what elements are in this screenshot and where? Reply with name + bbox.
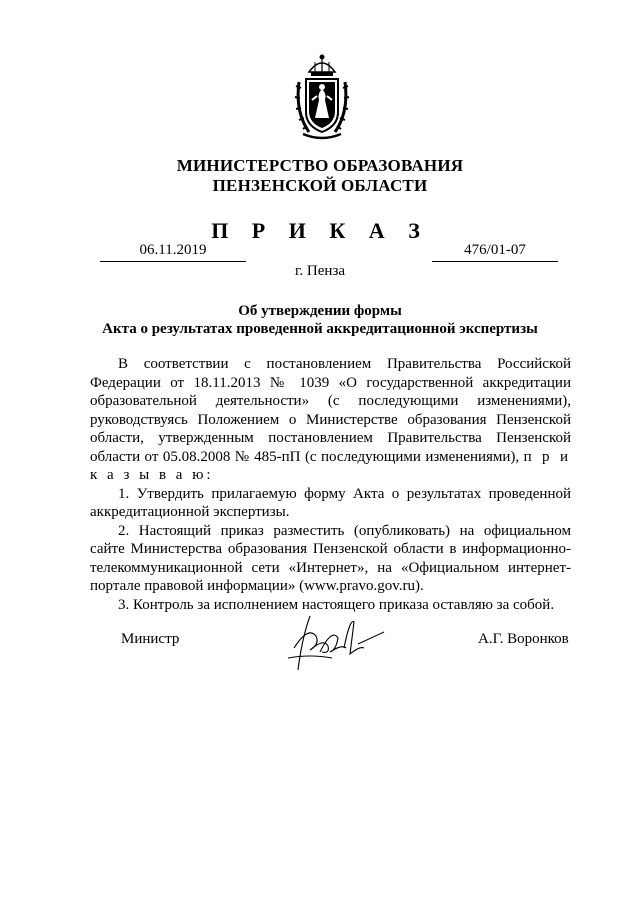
order-item-3: 3. Контроль за исполнением настоящего приказа оставляю за собой. [118,596,555,613]
order-word: п р и к а з ы в а ю: [90,448,571,483]
ministry-name-line2: ПЕНЗЕНСКОЙ ОБЛАСТИ [212,176,428,195]
coat-of-arms-emblem [293,52,351,142]
number-underline [432,261,558,262]
document-city: г. Пенза [294,263,346,279]
subject-line2: Акта о результатах проведенной аккредитационной экспертизы [102,321,538,337]
order-item-2: 2. Настоящий приказ разместить (опубликовать) на официальном сайте Министерства образования Пензенской области в информационно-телекоммуникационной сети «Интернет», на «Официальном интернет-портале правовой информации» (www.pravo.gov.ru). [90,522,571,594]
signatory-name: А.Г. Воронков [478,631,569,647]
preamble-paragraph [90,355,571,485]
handwritten-signature [280,608,390,678]
date-underline [100,261,246,262]
ministry-name-line1: МИНИСТЕРСТВО ОБРАЗОВАНИЯ [176,156,464,175]
document-type-title: П Р И К А З [211,218,429,243]
order-body [90,355,571,614]
document-number: 476/01-07 [464,242,526,258]
subject-line1: Об утверждении формы [238,303,402,319]
signatory-title: Министр [121,631,180,647]
document-date: 06.11.2019 [139,242,207,258]
preamble-text: В соответствии с постановлением Правительства Российской Федерации от 18.11.2013 № 1039 «О государственной аккредитации образовательной деятельности» (с последующими изменениями), руководствуясь Положением о Министерстве образования Пензенской области, утвержденным постановлением Правительства Пензенской области от 05.08.2008 № 485-пП (с последующими изменениями), [90,356,571,465]
order-item-1: 1. Утвердить прилагаемую форму Акта о результатах проведенной аккредитационной экспертизы. [90,485,571,520]
